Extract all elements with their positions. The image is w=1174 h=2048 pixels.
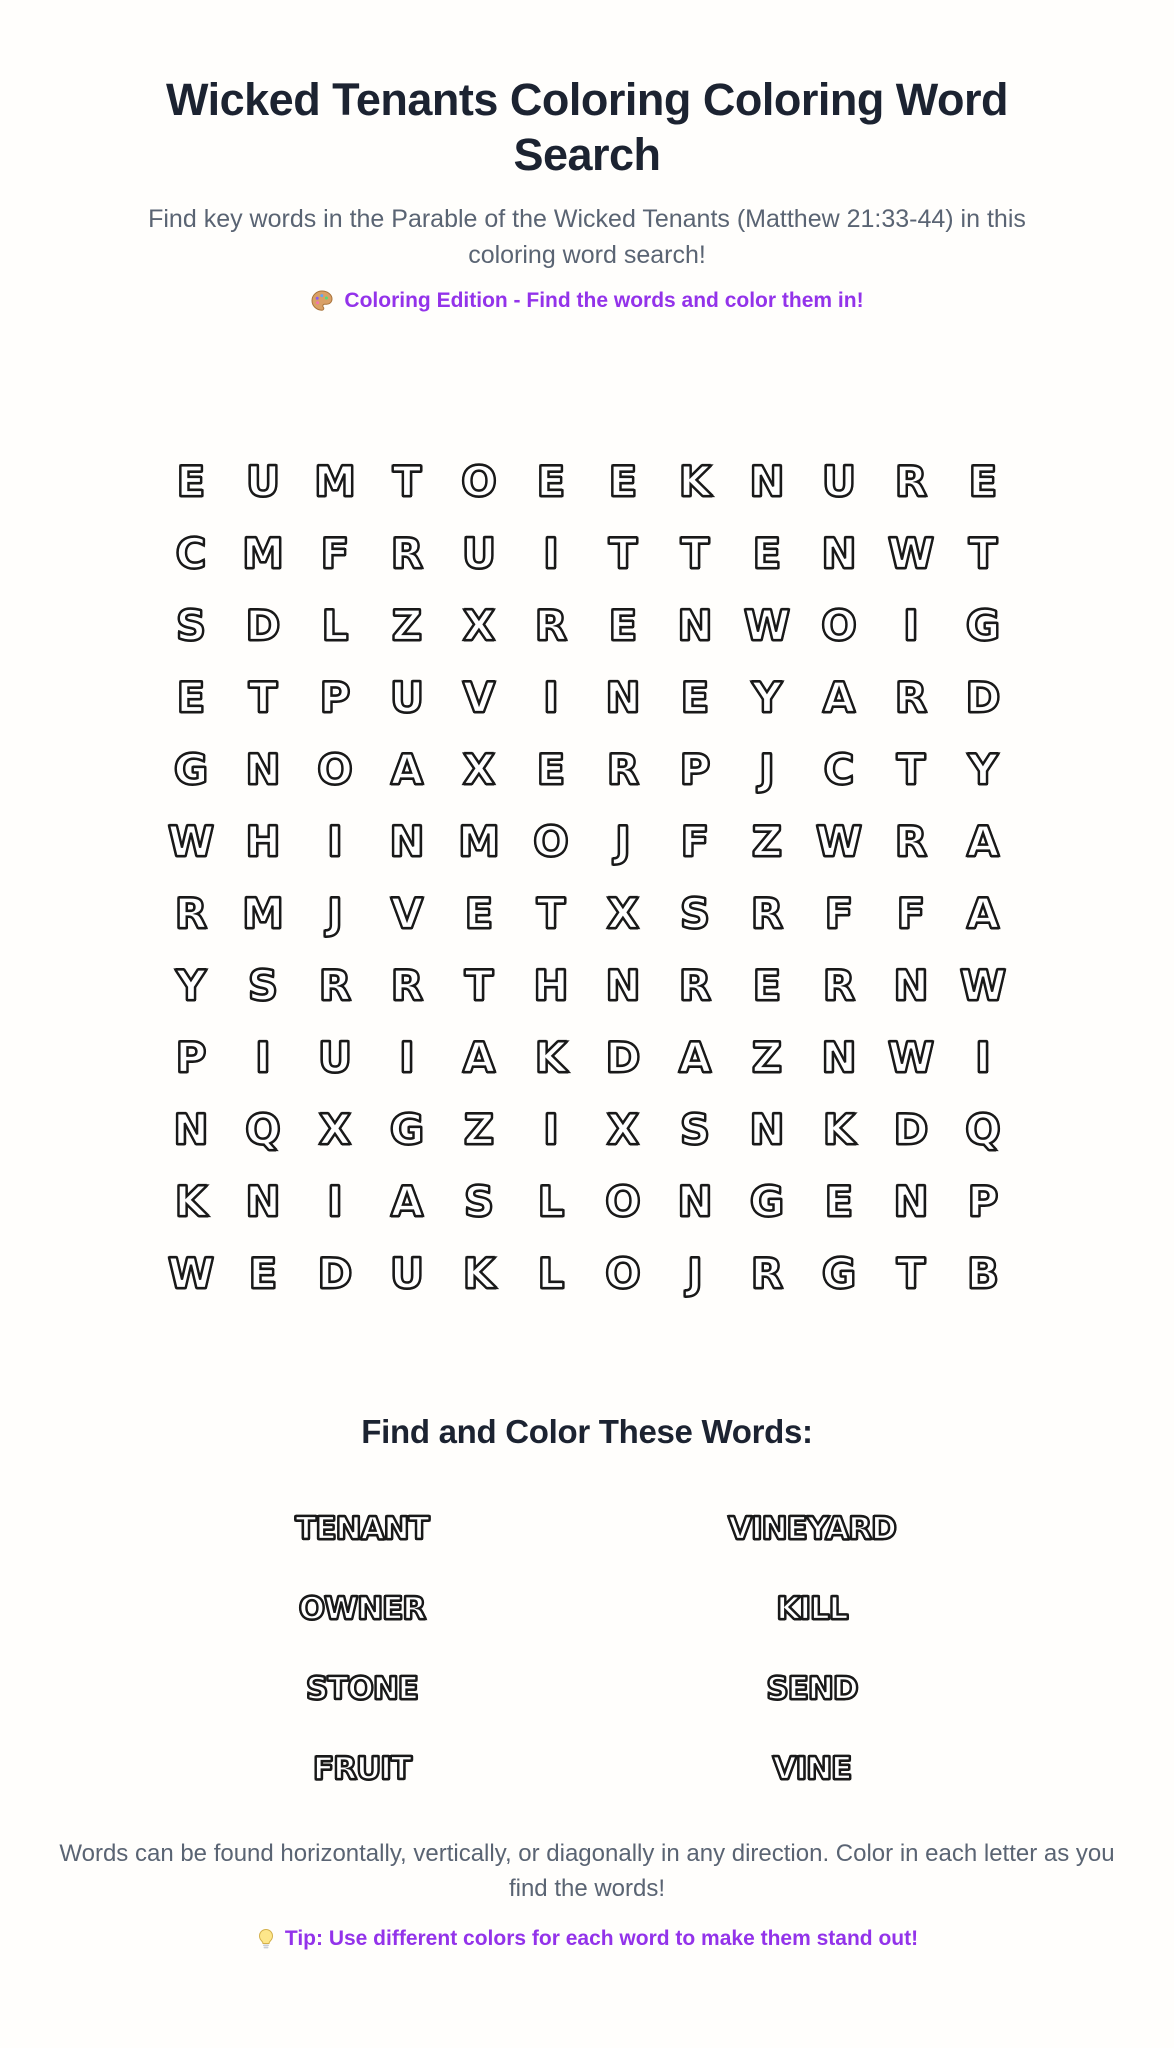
tip-note <box>0 1927 1174 1951</box>
grid-letter-r12c4[interactable]: U <box>389 1248 425 1298</box>
grid-letter-r8c1[interactable]: Y <box>175 960 207 1010</box>
grid-letter-r1c6[interactable]: E <box>536 456 566 506</box>
grid-letter-r7c2[interactable]: M <box>242 888 284 938</box>
grid-letter-r2c9[interactable]: E <box>752 528 782 578</box>
grid-letter-r7c10[interactable]: F <box>824 888 854 938</box>
grid-letter-r4c10[interactable]: A <box>822 672 856 722</box>
grid-letter-r3c7[interactable]: E <box>608 600 638 650</box>
grid-letter-r3c11[interactable]: I <box>903 600 919 650</box>
grid-letter-r5c10[interactable]: C <box>823 744 855 794</box>
grid-letter-r4c6[interactable]: I <box>543 672 559 722</box>
grid-letter-r8c5[interactable]: T <box>464 960 494 1010</box>
page-title: Wicked Tenants Coloring Coloring Word Search <box>166 74 1008 181</box>
grid-letter-r3c8[interactable]: N <box>677 600 713 650</box>
grid-letter-r6c5[interactable]: M <box>458 816 500 866</box>
grid-letter-r12c7[interactable]: O <box>605 1248 641 1298</box>
grid-letter-r9c1[interactable]: P <box>175 1032 207 1082</box>
grid-letter-r12c2[interactable]: E <box>248 1248 278 1298</box>
grid-letter-r5c4[interactable]: A <box>390 744 424 794</box>
grid-letter-r8c10[interactable]: R <box>822 960 856 1010</box>
grid-letter-r4c7[interactable]: N <box>605 672 641 722</box>
grid-letter-r7c9[interactable]: R <box>750 888 784 938</box>
grid-letter-r11c10[interactable]: E <box>824 1176 854 1226</box>
grid-letter-r10c4[interactable]: G <box>389 1104 425 1154</box>
grid-letter-r7c12[interactable]: A <box>966 888 1000 938</box>
grid-letter-r3c4[interactable]: Z <box>391 600 423 650</box>
grid-letter-r8c11[interactable]: N <box>893 960 929 1010</box>
palette-icon <box>310 289 334 313</box>
grid-letter-r12c8[interactable]: J <box>687 1248 703 1298</box>
grid-letter-r10c11[interactable]: D <box>893 1104 929 1154</box>
grid-letter-r11c1[interactable]: K <box>174 1176 208 1226</box>
grid-letter-r10c1[interactable]: N <box>173 1104 209 1154</box>
grid-letter-r5c9[interactable]: J <box>759 744 775 794</box>
grid-letter-r6c1[interactable]: W <box>167 816 215 866</box>
grid-letter-r3c5[interactable]: X <box>462 600 496 650</box>
grid-letter-r4c9[interactable]: Y <box>751 672 783 722</box>
grid-letter-r11c6[interactable]: L <box>537 1176 565 1226</box>
grid-letter-r5c1[interactable]: G <box>173 744 209 794</box>
grid-letter-r7c6[interactable]: T <box>536 888 566 938</box>
tip-text: Tip: Use different colors for each word to make them stand out! <box>284 1926 919 1950</box>
grid-letter-r1c8[interactable]: K <box>678 456 712 506</box>
grid-letter-r4c8[interactable]: E <box>680 672 710 722</box>
grid-letter-r9c10[interactable]: N <box>821 1032 857 1082</box>
grid-letter-r3c3[interactable]: L <box>321 600 349 650</box>
edition-note-text: Coloring Edition - Find the words and color them in! <box>344 289 864 313</box>
grid-letter-r8c12[interactable]: W <box>959 960 1007 1010</box>
grid-letter-r4c4[interactable]: U <box>389 672 425 722</box>
grid-letter-r2c10[interactable]: N <box>821 528 857 578</box>
grid-letter-r10c7[interactable]: X <box>606 1104 640 1154</box>
lightbulb-icon <box>256 1928 276 1950</box>
grid-letter-r11c4[interactable]: A <box>390 1176 424 1226</box>
grid-letter-r5c5[interactable]: X <box>462 744 496 794</box>
grid-letter-r3c1[interactable]: S <box>175 600 207 650</box>
grid-letter-r2c12[interactable]: T <box>968 528 998 578</box>
grid-letter-r1c12[interactable]: E <box>968 456 998 506</box>
grid-letter-r9c7[interactable]: D <box>605 1032 641 1082</box>
grid-letter-r9c4[interactable]: I <box>399 1032 415 1082</box>
grid-letter-r11c11[interactable]: N <box>893 1176 929 1226</box>
grid-letter-r3c12[interactable]: G <box>965 600 1001 650</box>
grid-letter-r11c8[interactable]: N <box>677 1176 713 1226</box>
grid-letter-r4c2[interactable]: T <box>248 672 278 722</box>
grid-letter-r6c6[interactable]: O <box>533 816 569 866</box>
grid-letter-r3c10[interactable]: O <box>821 600 857 650</box>
grid-letter-r11c5[interactable]: S <box>463 1176 495 1226</box>
grid-letter-r10c5[interactable]: Z <box>463 1104 495 1154</box>
grid-letter-r1c7[interactable]: E <box>608 456 638 506</box>
grid-letter-r5c12[interactable]: Y <box>967 744 999 794</box>
grid-letter-r6c11[interactable]: R <box>894 816 928 866</box>
grid-letter-r3c6[interactable]: R <box>534 600 568 650</box>
word-item-stone: STONE <box>306 1671 418 1708</box>
grid-letter-r9c8[interactable]: A <box>678 1032 712 1082</box>
grid-letter-r3c9[interactable]: W <box>743 600 791 650</box>
grid-letter-r6c2[interactable]: H <box>245 816 281 866</box>
grid-letter-r2c5[interactable]: U <box>461 528 497 578</box>
grid-letter-r11c2[interactable]: N <box>245 1176 281 1226</box>
grid-letter-r9c6[interactable]: K <box>534 1032 568 1082</box>
grid-letter-r5c7[interactable]: R <box>606 744 640 794</box>
word-item-send: SEND <box>766 1671 858 1708</box>
grid-letter-r3c2[interactable]: D <box>245 600 281 650</box>
grid-letter-r2c2[interactable]: M <box>242 528 284 578</box>
grid-letter-r11c9[interactable]: G <box>749 1176 785 1226</box>
grid-letter-r7c1[interactable]: R <box>174 888 208 938</box>
grid-letter-r7c11[interactable]: F <box>896 888 926 938</box>
grid-letter-r6c9[interactable]: Z <box>751 816 783 866</box>
grid-letter-r1c4[interactable]: T <box>392 456 422 506</box>
word-item-fruit: FRUIT <box>313 1751 411 1788</box>
grid-letter-r9c11[interactable]: W <box>887 1032 935 1082</box>
edition-note <box>0 289 1174 313</box>
grid-letter-r7c4[interactable]: V <box>390 888 424 938</box>
grid-letter-r12c11[interactable]: T <box>896 1248 926 1298</box>
grid-letter-r8c4[interactable]: R <box>390 960 424 1010</box>
grid-letter-r10c10[interactable]: K <box>822 1104 856 1154</box>
word-list <box>137 1489 1037 1809</box>
grid-letter-r12c6[interactable]: L <box>537 1248 565 1298</box>
grid-letter-r8c2[interactable]: S <box>247 960 279 1010</box>
grid-letter-r10c9[interactable]: N <box>749 1104 785 1154</box>
grid-letter-r4c5[interactable]: V <box>462 672 496 722</box>
grid-letter-r1c9[interactable]: N <box>749 456 785 506</box>
grid-letter-r11c12[interactable]: P <box>967 1176 999 1226</box>
grid-letter-r12c3[interactable]: D <box>317 1248 353 1298</box>
grid-letter-r8c7[interactable]: N <box>605 960 641 1010</box>
grid-letter-r10c6[interactable]: I <box>543 1104 559 1154</box>
grid-letter-r6c4[interactable]: N <box>389 816 425 866</box>
word-item-vineyard: VINEYARD <box>728 1511 896 1548</box>
grid-letter-r8c3[interactable]: R <box>318 960 352 1010</box>
grid-letter-r7c3[interactable]: J <box>327 888 343 938</box>
word-item-kill: KILL <box>776 1591 848 1628</box>
grid-letter-r11c3[interactable]: I <box>327 1176 343 1226</box>
grid-letter-r8c8[interactable]: R <box>678 960 712 1010</box>
grid-letter-r10c12[interactable]: Q <box>965 1104 1001 1154</box>
grid-letter-r5c3[interactable]: O <box>317 744 353 794</box>
grid-letter-r12c1[interactable]: W <box>167 1248 215 1298</box>
word-list-heading: Find and Color These Words: <box>361 1413 813 1451</box>
grid-letter-r10c8[interactable]: S <box>679 1104 711 1154</box>
grid-letter-r5c2[interactable]: N <box>245 744 281 794</box>
grid-letter-r4c11[interactable]: R <box>894 672 928 722</box>
grid-letter-r1c5[interactable]: O <box>461 456 497 506</box>
grid-letter-r5c8[interactable]: P <box>679 744 711 794</box>
grid-letter-r9c9[interactable]: Z <box>751 1032 783 1082</box>
grid-letter-r11c7[interactable]: O <box>605 1176 641 1226</box>
grid-letter-r2c6[interactable]: I <box>543 528 559 578</box>
grid-letter-r12c12[interactable]: B <box>966 1248 999 1298</box>
grid-letter-r7c5[interactable]: E <box>464 888 494 938</box>
grid-letter-r6c3[interactable]: I <box>327 816 343 866</box>
grid-letter-r2c8[interactable]: T <box>680 528 710 578</box>
grid-letter-r10c2[interactable]: Q <box>245 1104 281 1154</box>
grid-letter-r9c12[interactable]: I <box>975 1032 991 1082</box>
grid-letter-r6c7[interactable]: J <box>615 816 631 866</box>
grid-letter-r5c6[interactable]: E <box>536 744 566 794</box>
grid-letter-r2c11[interactable]: W <box>887 528 935 578</box>
grid-letter-r6c10[interactable]: W <box>815 816 863 866</box>
grid-letter-r7c7[interactable]: X <box>606 888 640 938</box>
grid-letter-r8c9[interactable]: E <box>752 960 782 1010</box>
grid-letter-r12c10[interactable]: G <box>821 1248 857 1298</box>
letter-grid <box>155 445 1019 1309</box>
grid-letter-r1c11[interactable]: R <box>894 456 928 506</box>
grid-letter-r10c3[interactable]: X <box>318 1104 352 1154</box>
grid-letter-r12c9[interactable]: R <box>750 1248 784 1298</box>
grid-letter-r2c3[interactable]: F <box>320 528 350 578</box>
grid-letter-r4c1[interactable]: E <box>176 672 206 722</box>
word-item-vine: VINE <box>772 1751 852 1788</box>
grid-letter-r2c1[interactable]: C <box>175 528 207 578</box>
grid-letter-r2c4[interactable]: R <box>390 528 424 578</box>
grid-letter-r6c12[interactable]: A <box>966 816 1000 866</box>
instructions-text: Words can be found horizontally, vertically, or diagonally in any direction. Color in each letter as you find the words! <box>59 1840 1115 1902</box>
grid-letter-r6c8[interactable]: F <box>680 816 710 866</box>
word-item-tenant: TENANT <box>295 1511 429 1548</box>
grid-letter-r5c11[interactable]: T <box>896 744 926 794</box>
grid-letter-r8c6[interactable]: H <box>533 960 569 1010</box>
grid-letter-r9c3[interactable]: U <box>317 1032 353 1082</box>
word-item-owner: OWNER <box>298 1591 426 1628</box>
grid-letter-r9c5[interactable]: A <box>462 1032 496 1082</box>
grid-letter-r4c3[interactable]: P <box>319 672 351 722</box>
grid-letter-r2c7[interactable]: T <box>608 528 638 578</box>
grid-letter-r1c2[interactable]: U <box>245 456 281 506</box>
grid-letter-r7c8[interactable]: S <box>679 888 711 938</box>
grid-letter-r1c3[interactable]: M <box>314 456 356 506</box>
page-subtitle: Find key words in the Parable of the Wicked Tenants (Matthew 21:33-44) in this coloring word search! <box>148 204 1026 269</box>
grid-letter-r1c1[interactable]: E <box>176 456 206 506</box>
grid-letter-r12c5[interactable]: K <box>462 1248 496 1298</box>
grid-letter-r4c12[interactable]: D <box>965 672 1001 722</box>
grid-letter-r9c2[interactable]: I <box>255 1032 271 1082</box>
grid-letter-r1c10[interactable]: U <box>821 456 857 506</box>
